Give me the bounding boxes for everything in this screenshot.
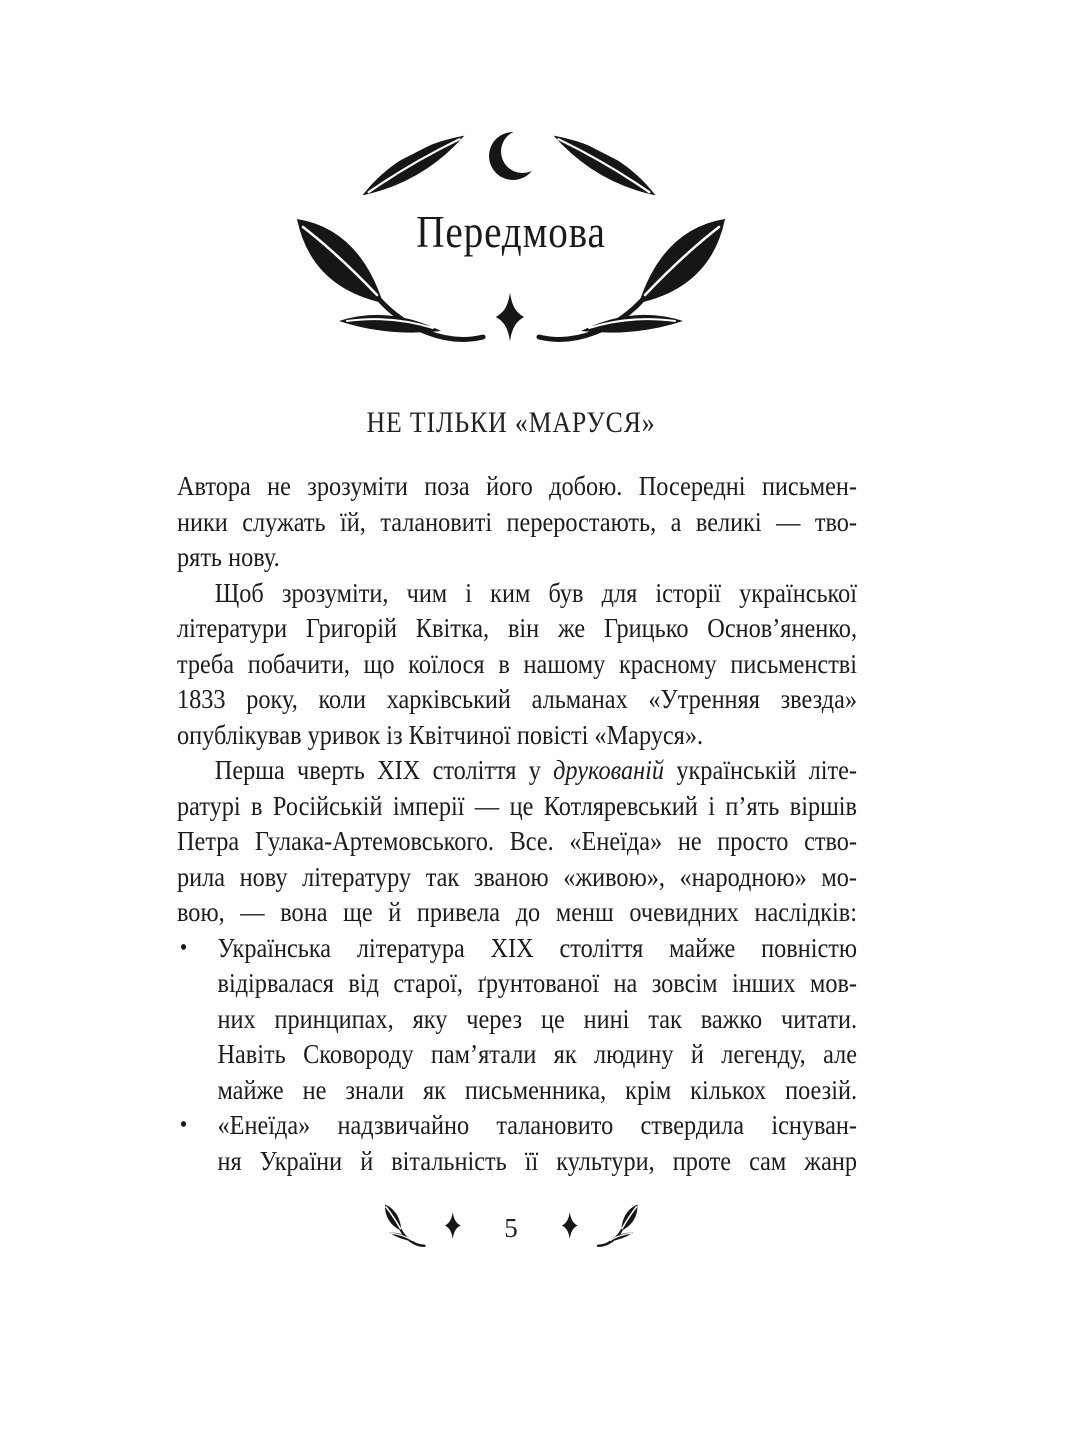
bullet-text: [217, 1108, 857, 1179]
text-line: рять нову.: [177, 542, 280, 572]
text-line: «Енеїда» надзвичайно талановито ствердила існуван-: [217, 1110, 858, 1140]
page-footer: [377, 1200, 645, 1256]
text-line: Навіть Сковороду пам’ятали як людину й легенду, але: [217, 1039, 858, 1069]
bullet-marker: •: [179, 934, 188, 961]
paragraph: [177, 469, 857, 576]
text-line: рила нову літературу так званою «живою», «народною» мо-: [177, 861, 858, 892]
chapter-title: Передмова: [416, 207, 606, 257]
laurel-branch-left-icon: [373, 1202, 433, 1253]
text-line: них принципах, яку через це нині так важко читати.: [217, 1003, 858, 1034]
bullet-item: [177, 1108, 857, 1179]
paragraph: [177, 753, 857, 931]
section-title: НЕ ТІЛЬКИ «МАРУСЯ»: [366, 406, 656, 439]
text-line: треба побачити, що коїлося в нашому красному письменстві: [177, 648, 858, 679]
page-number: 5: [504, 1212, 518, 1243]
text-line: літератури Григорій Квітка, він же Грицько Основ’яненко,: [177, 613, 858, 643]
text-line: ня України й вітальність її культури, проте сам жанр: [217, 1145, 858, 1176]
bullet-item: [177, 931, 857, 1109]
laurel-branch-left-icon: [287, 213, 487, 353]
text-line: Перша чверть XIX століття у друкованій українській літе-: [214, 755, 858, 785]
text-line: відірвалася від старої, ґрунтованої на зовсім інших мов-: [217, 968, 858, 998]
text-line: майже не знали як письменника, крім кількох поезій.: [217, 1074, 858, 1105]
text-line: ники служать їй, талановиті переростають, а великі — тво-: [177, 506, 858, 537]
text-line: Автора не зрозуміти поза його добою. Посередні письмен-: [177, 471, 858, 501]
text-line: Українська література XIX століття майже повністю: [217, 932, 858, 963]
bullet-text: [217, 931, 857, 1109]
paragraph: [177, 576, 857, 754]
bullet-marker: •: [179, 1112, 188, 1138]
sparkle-icon: [560, 1212, 579, 1244]
laurel-leaf-top-left-icon: [356, 128, 479, 214]
laurel-leaf-top-right-icon: [539, 128, 662, 214]
text-line: Петра Гулака-Артемовського. Все. «Енеїда» не просто ство-: [177, 826, 858, 856]
text-line: опублікував уривок із Квітчиної повісті «Маруся».: [177, 719, 704, 750]
crescent-moon-icon: [488, 131, 538, 186]
text-line: Щоб зрозуміти, чим і ким був для історії української: [214, 577, 858, 608]
laurel-branch-right-icon: [535, 213, 735, 353]
sparkle-icon: [443, 1212, 462, 1244]
text-line: вою, — вона ще й привела до менш очевидних наслідків:: [177, 897, 858, 927]
text-line: ратурі в Російській імперії — це Котляревський і п’ять віршів: [177, 790, 858, 821]
text-line: 1833 року, коли харківський альманах «Утренняя звезда»: [177, 684, 858, 714]
body-text: [177, 469, 857, 1179]
laurel-branch-right-icon: [589, 1202, 649, 1253]
sparkle-icon: [493, 292, 527, 347]
